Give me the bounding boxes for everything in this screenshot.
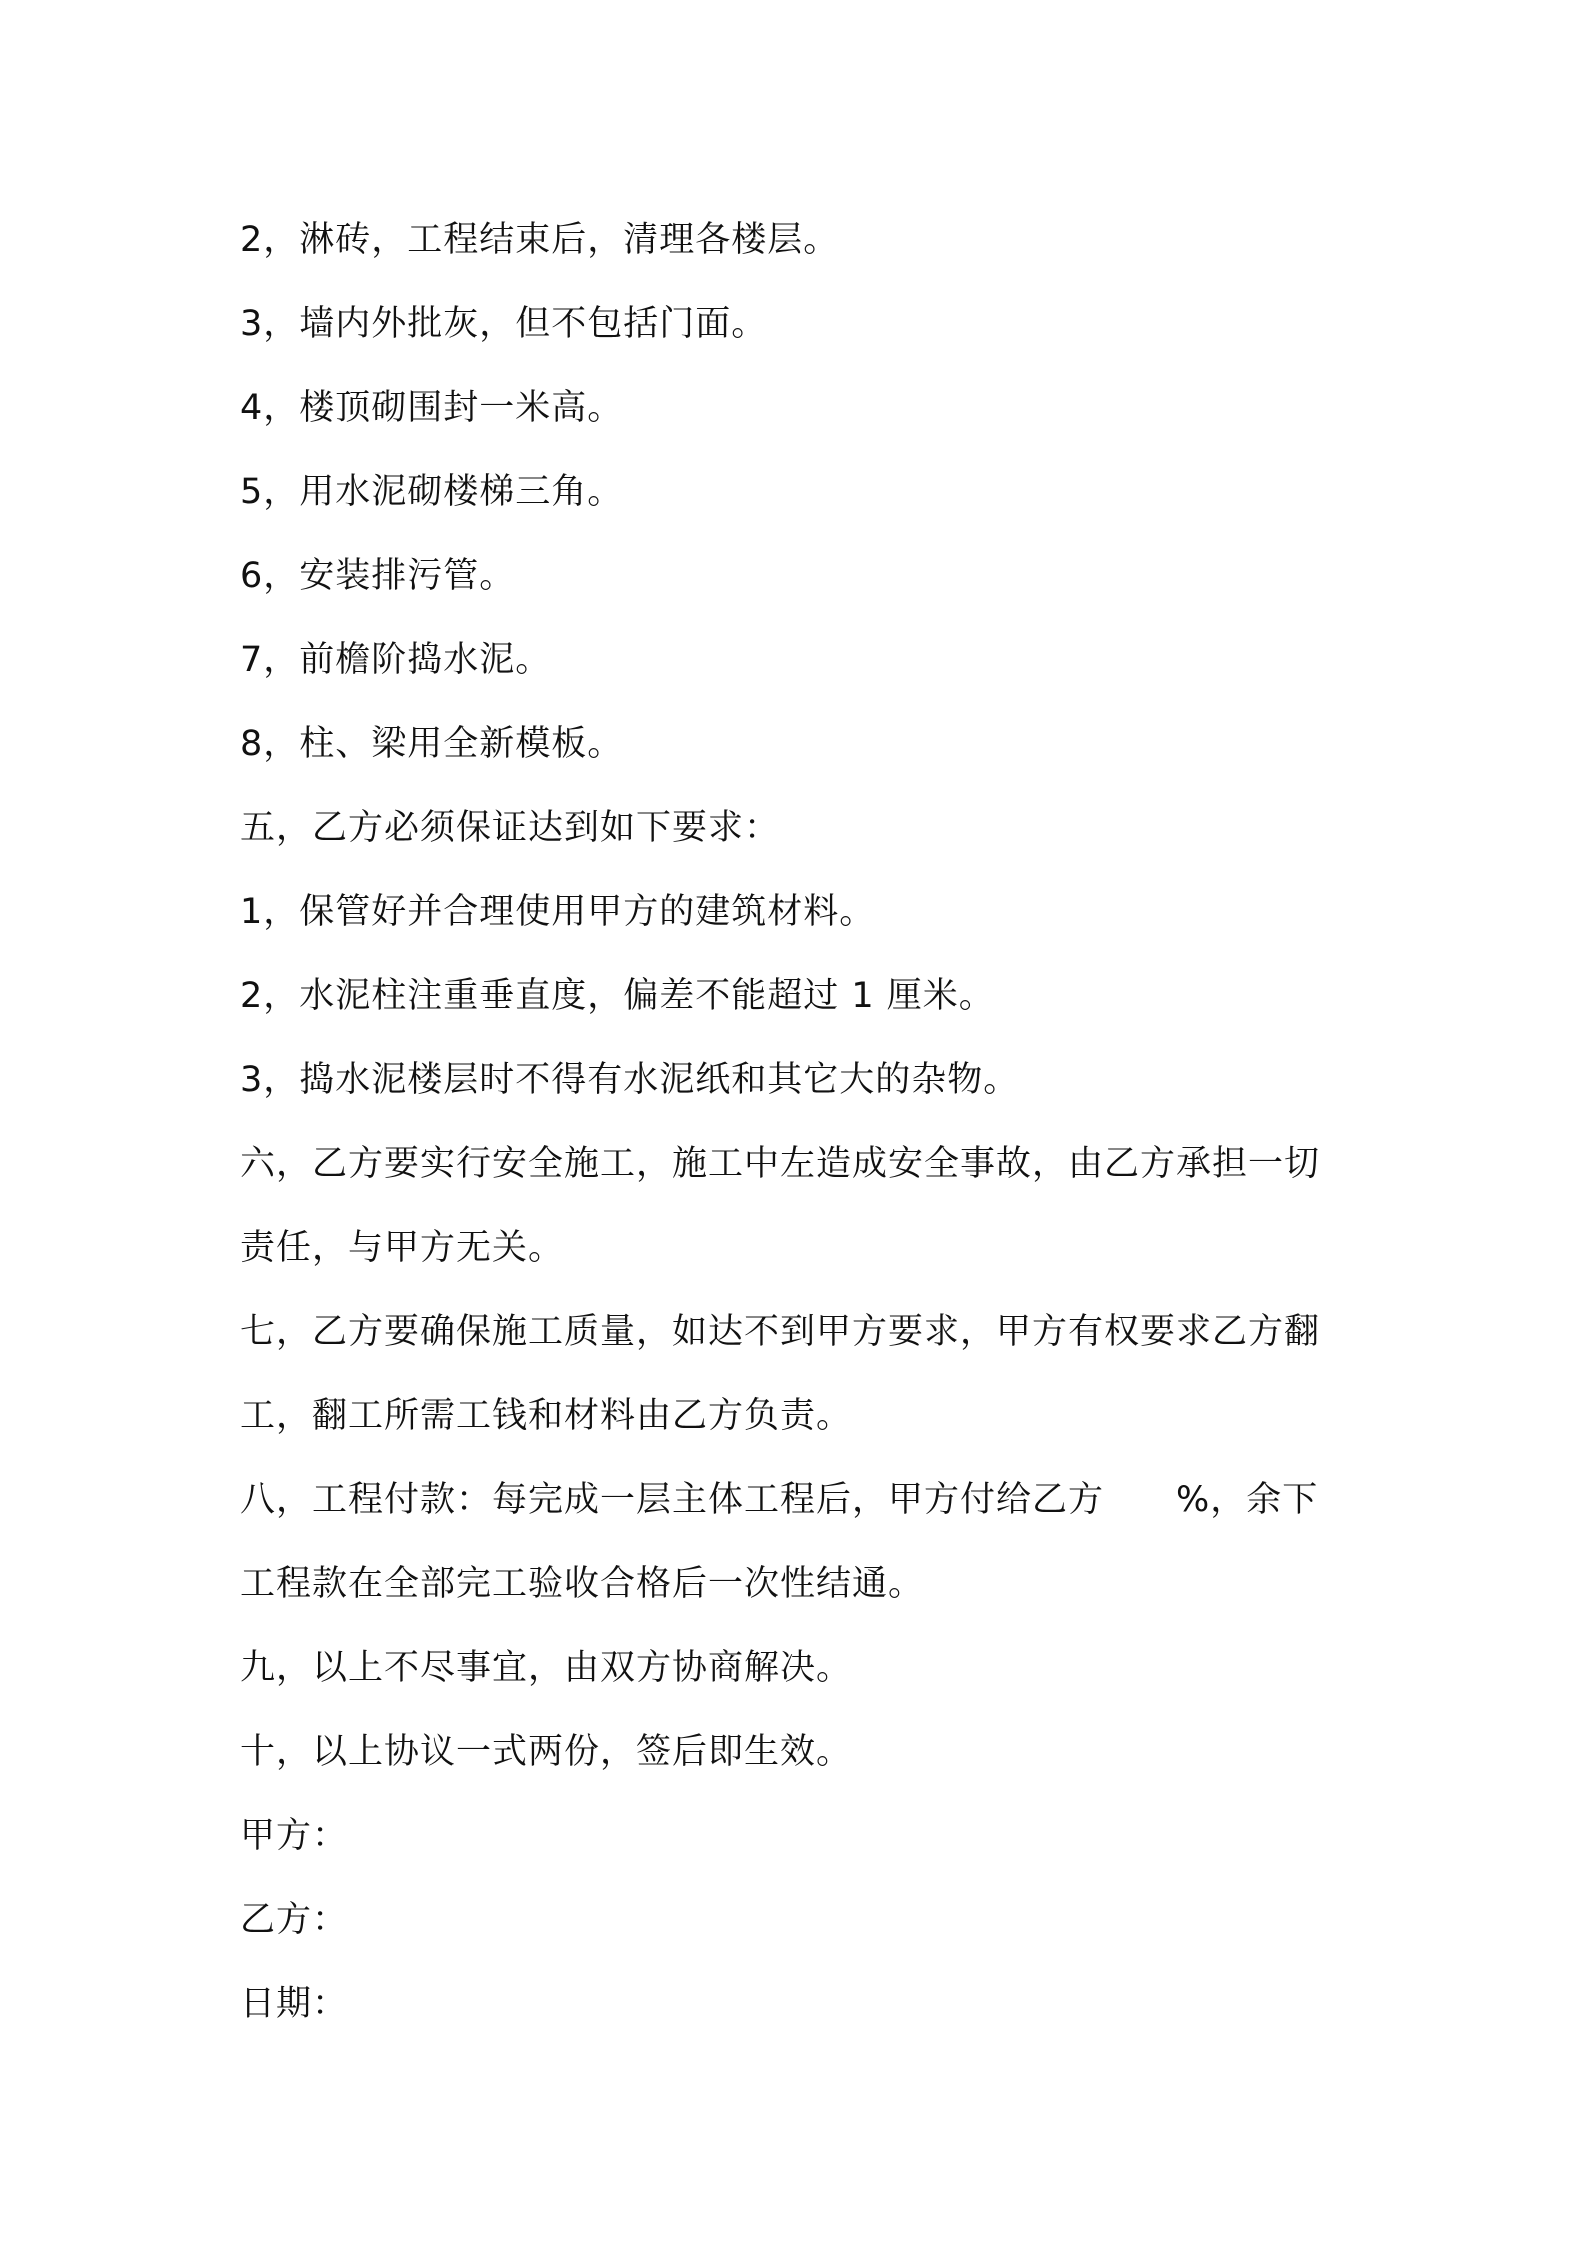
party-a-signature: 甲方： <box>240 1816 349 1856</box>
section-paragraph: 九，以上不尽事宜，由双方协商解决。 <box>240 1648 853 1688</box>
clause-line: 3，捣水泥楼层时不得有水泥纸和其它大的杂物。 <box>240 1060 1020 1100</box>
clause-line: 5，用水泥砌楼梯三角。 <box>240 472 624 512</box>
section-paragraph: 六，乙方要实行安全施工，施工中左造成安全事故，由乙方承担一切 <box>240 1144 1321 1184</box>
section-paragraph: 七，乙方要确保施工质量，如达不到甲方要求，甲方有权要求乙方翻 <box>240 1312 1321 1352</box>
document-body <box>240 198 1360 2046</box>
section-paragraph-continued: 责任，与甲方无关。 <box>240 1228 565 1268</box>
clause-line: 7，前檐阶捣水泥。 <box>240 640 552 680</box>
clause-line: 2，淋砖，工程结束后，清理各楼层。 <box>240 220 840 260</box>
clause-line: 2，水泥柱注重垂直度，偏差不能超过 1 厘米。 <box>240 976 995 1016</box>
section-paragraph-continued: 工程款在全部完工验收合格后一次性结通。 <box>240 1564 925 1604</box>
date-field: 日期： <box>240 1984 349 2024</box>
clause-line: 1，保管好并合理使用甲方的建筑材料。 <box>240 892 876 932</box>
clause-line: 6，安装排污管。 <box>240 556 516 596</box>
section-paragraph-continued: 工，翻工所需工钱和材料由乙方负责。 <box>240 1396 853 1436</box>
party-b-signature: 乙方： <box>240 1900 349 1940</box>
clause-line: 8，柱、梁用全新模板。 <box>240 724 624 764</box>
clause-line: 4，楼顶砌围封一米高。 <box>240 388 624 428</box>
section-paragraph: 十，以上协议一式两份，签后即生效。 <box>240 1732 853 1772</box>
section-heading: 五，乙方必须保证达到如下要求： <box>240 808 781 848</box>
section-paragraph: 八，工程付款：每完成一层主体工程后，甲方付给乙方 %，余下 <box>240 1480 1319 1520</box>
clause-line: 3，墙内外批灰，但不包括门面。 <box>240 304 768 344</box>
